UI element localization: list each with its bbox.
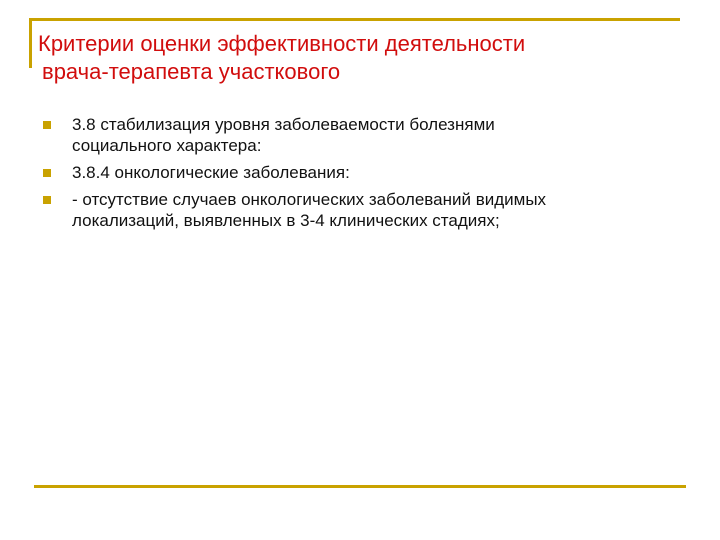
square-bullet-icon bbox=[43, 169, 51, 177]
left-gold-rule bbox=[29, 18, 32, 68]
bullet-list bbox=[38, 114, 658, 237]
bullet-line: 3.8 стабилизация уровня заболеваемости болезнями bbox=[72, 115, 495, 134]
top-gold-rule bbox=[32, 18, 680, 21]
square-bullet-icon bbox=[43, 196, 51, 204]
bullet-item-visible-localizations bbox=[38, 189, 658, 231]
bullet-line: социального характера: bbox=[72, 136, 262, 155]
bullet-line: - отсутствие случаев онкологических заболеваний видимых bbox=[72, 190, 547, 209]
bullet-line: локализаций, выявленных в 3-4 клинических стадиях; bbox=[72, 211, 500, 230]
slide-title-line-1: Критерии оценки эффективности деятельности bbox=[38, 31, 526, 56]
square-bullet-icon bbox=[43, 121, 51, 129]
bullet-item-oncology bbox=[38, 162, 658, 183]
slide-title bbox=[38, 30, 678, 86]
slide-title-line-2: врача-терапевта участкового bbox=[42, 59, 341, 84]
bullet-line: 3.8.4 онкологические заболевания: bbox=[72, 163, 350, 182]
bottom-gold-rule bbox=[34, 485, 686, 488]
bullet-item-stabilization bbox=[38, 114, 658, 156]
